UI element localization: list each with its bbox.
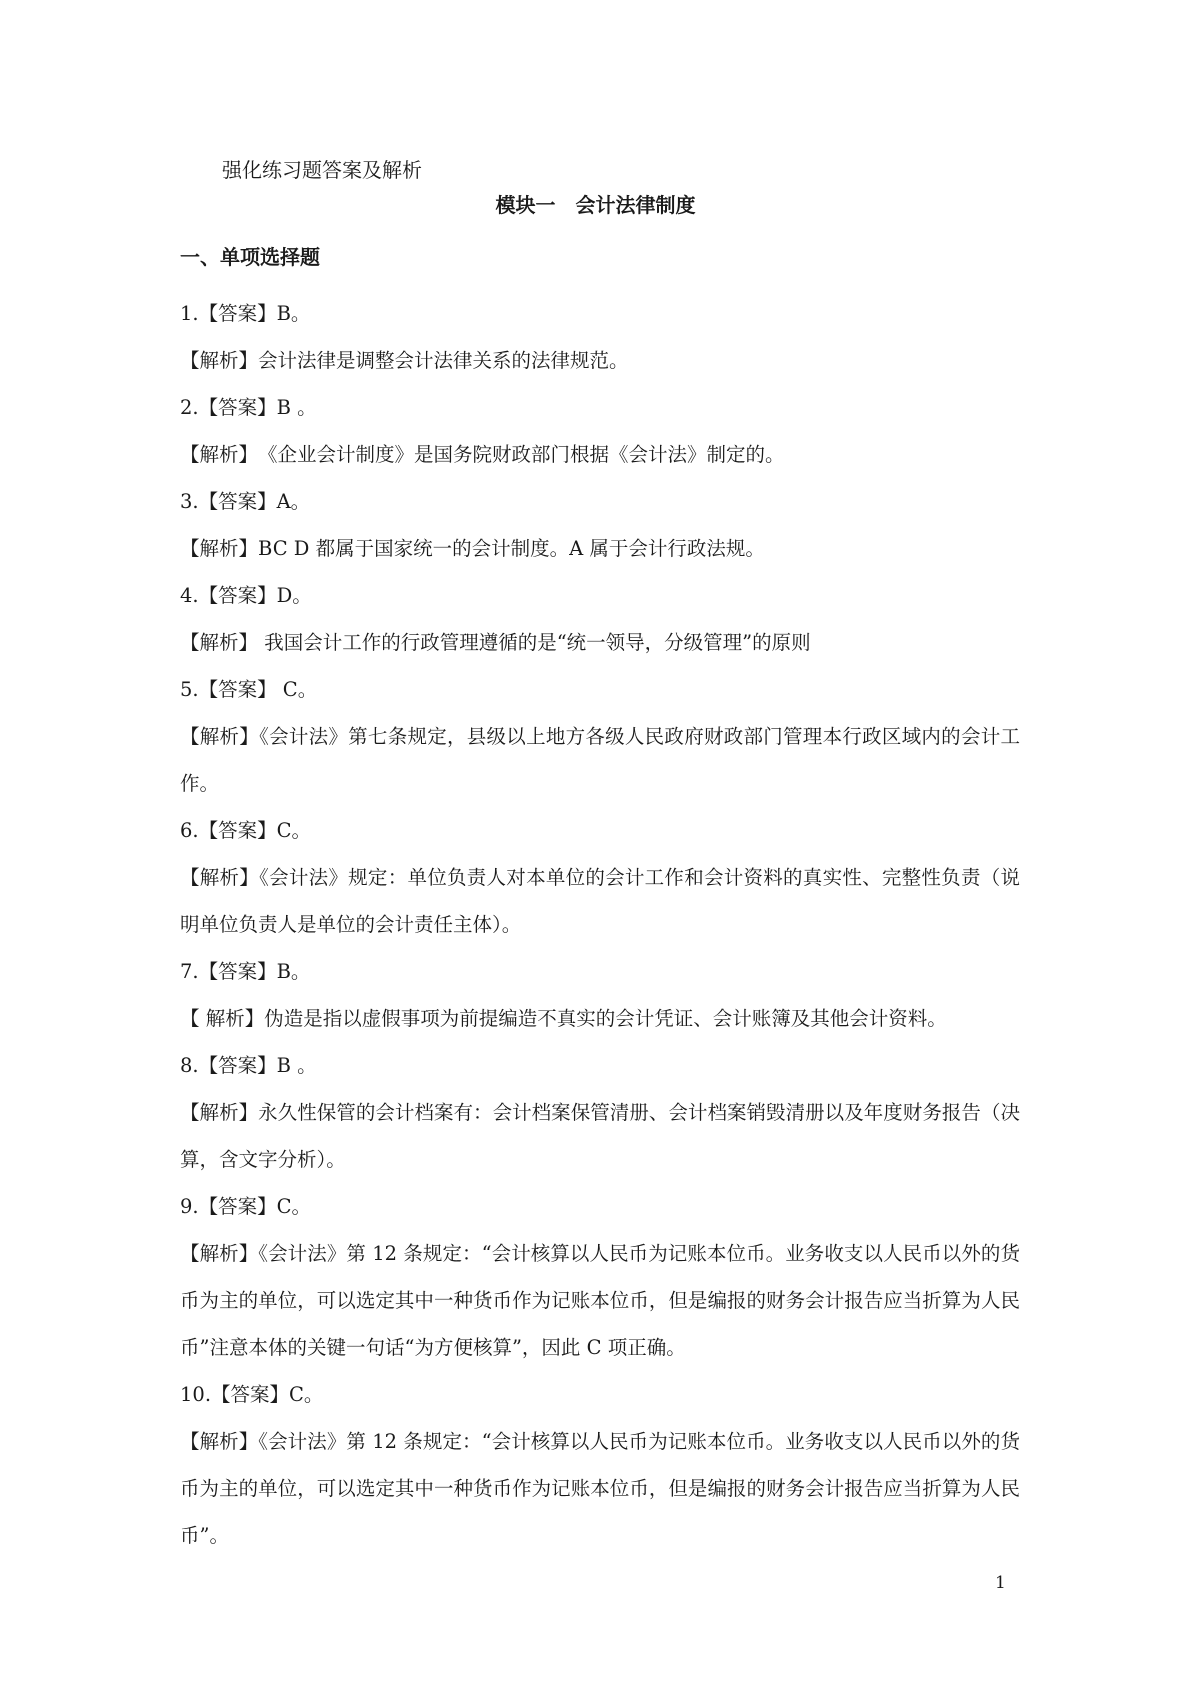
explanation-paragraph: 【解析】《会计法》第 12 条规定：“会计核算以人民币为记账本位币。业务收支以人民币以外的货币为主的单位，可以选定其中一种货币作为记账本位币，但是编报的财务会计报告应当折算为人民币”注意本体的关键一句话“为方便核算”，因此 C 项正确。 — [180, 1242, 1020, 1359]
explanation-paragraph: 【解析】《会计法》第 12 条规定：“会计核算以人民币为记账本位币。业务收支以人民币以外的货币为主的单位，可以选定其中一种货币作为记账本位币，但是编报的财务会计报告应当折算为人民币”。 — [180, 1430, 1020, 1547]
explanation-paragraph: 【解析】BC D 都属于国家统一的会计制度。A 属于会计行政法规。 — [180, 537, 765, 560]
explanation-paragraph: 【解析】《会计法》规定：单位负责人对本单位的会计工作和会计资料的真实性、完整性负责（说明单位负责人是单位的会计责任主体）。 — [180, 866, 1020, 936]
answer-line: 7.【答案】B。 — [180, 960, 311, 983]
explanation-paragraph: 【 解析】伪造是指以虚假事项为前提编造不真实的会计凭证、会计账簿及其他会计资料。 — [180, 1007, 947, 1030]
answer-line: 9.【答案】C。 — [180, 1195, 312, 1218]
module-title: 模块一 会计法律制度 — [495, 193, 696, 217]
explanation-paragraph: 【解析】 《企业会计制度》是国务院财政部门根据《会计法》制定的。 — [180, 443, 785, 466]
answer-line: 8.【答案】B 。 — [180, 1054, 317, 1077]
explanation-paragraph: 【解析】 我国会计工作的行政管理遵循的是“统一领导，分级管理”的原则 — [180, 631, 811, 654]
answer-line: 1.【答案】B。 — [180, 302, 311, 325]
answer-line: 4.【答案】D。 — [180, 584, 312, 607]
answer-line: 6.【答案】C。 — [180, 819, 312, 842]
section-title: 一、单项选择题 — [180, 245, 320, 269]
answer-line: 5.【答案】 C。 — [180, 678, 318, 701]
answer-line: 2.【答案】B 。 — [180, 396, 317, 419]
page-number: 1 — [995, 1573, 1006, 1593]
explanation-paragraph: 【解析】会计法律是调整会计法律关系的法律规范。 — [180, 349, 629, 372]
explanation-paragraph: 【解析】《会计法》第七条规定，县级以上地方各级人民政府财政部门管理本行政区域内的会计工作。 — [180, 725, 1020, 795]
answer-line: 10.【答案】C。 — [180, 1383, 324, 1406]
explanation-paragraph: 【解析】永久性保管的会计档案有：会计档案保管清册、会计档案销毁清册以及年度财务报告（决算，含文字分析）。 — [180, 1101, 1020, 1171]
answer-list — [180, 290, 1020, 1559]
answer-line: 3.【答案】A。 — [180, 490, 311, 513]
document-heading: 强化练习题答案及解析 — [222, 158, 422, 182]
